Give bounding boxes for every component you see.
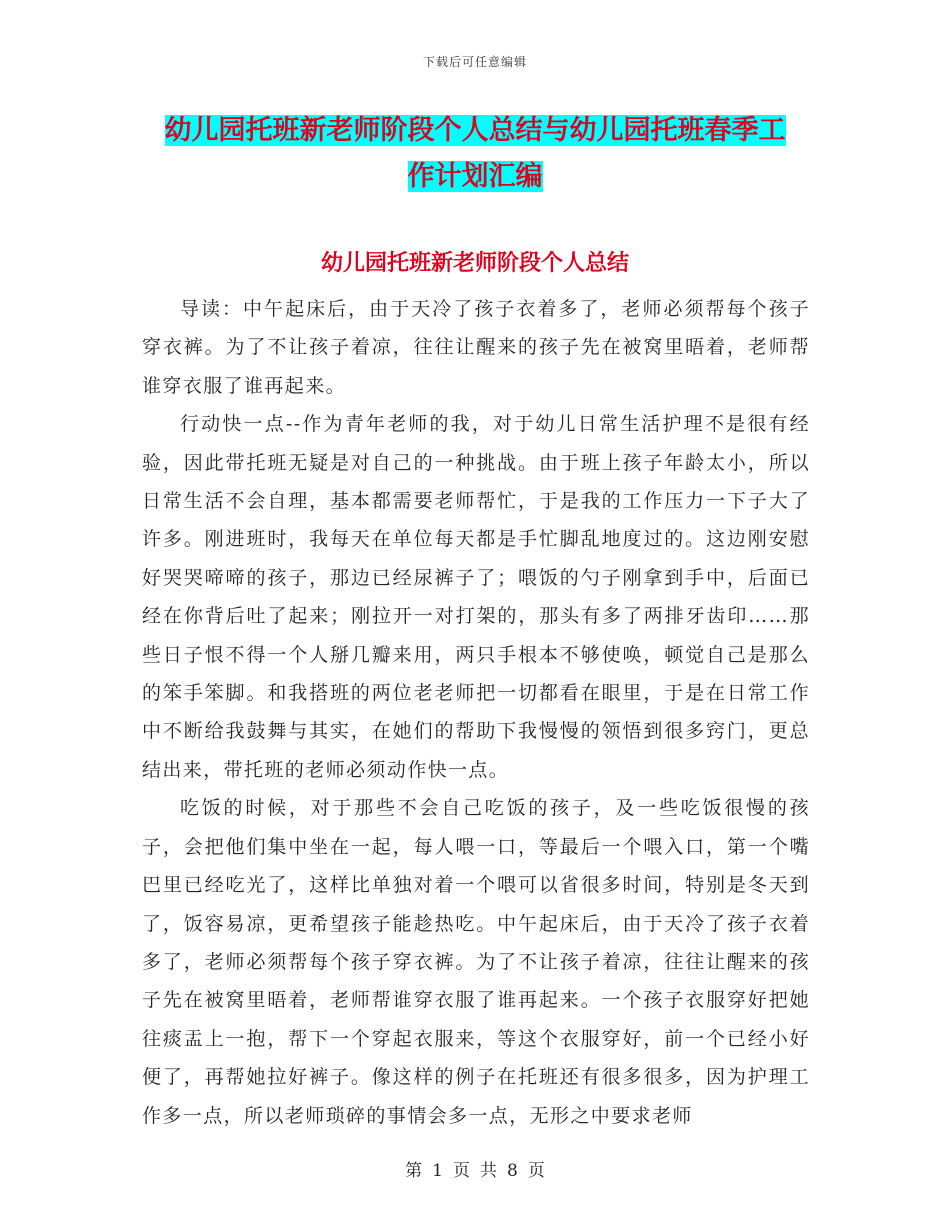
page-header-note: 下载后可任意编辑 [422, 55, 527, 69]
paragraph-act-fast: 行动快一点--作为青年老师的我，对于幼儿日常生活护理不是很有经验，因此带托班无疑是对自己的一种挑战。由于班上孩子年龄太小，所以日常生活不会自理，基本都需要老师帮忙，于是我的工作压力一下子大了许多。刚进班时，我每天在单位每天都是手忙脚乱地度过的。这边刚安慰好哭哭啼啼的孩子，那边已经尿裤子了；喂饭的勺子刚拿到手中，后面已经在你背后吐了起来；刚拉开一对打架的，那头有多了两排牙齿印……那些日子恨不得一个人掰几瓣来用，两只手根本不够使唤，顿觉自己是那么的笨手笨脚。和我搭班的两位老老师把一切都看在眼里，于是在日常工作中不断给我鼓舞与其实，在她们的帮助下我慢慢的领悟到很多窍门，更总结出来，带托班的老师必须动作快一点。 [142, 413, 810, 781]
section-title: 幼儿园托班新老师阶段个人总结 [320, 251, 629, 276]
document-title-line2: 作计划汇编 [407, 161, 543, 192]
footer-label-unit-2: 页 [527, 1161, 545, 1181]
footer-page-number: 1 [432, 1161, 443, 1181]
footer-total-pages: 8 [507, 1161, 518, 1181]
footer-label-page: 第 [405, 1161, 423, 1181]
footer-label-unit: 页 [453, 1161, 470, 1181]
document-title-line1: 幼儿园托班新老师阶段个人总结与幼儿园托班春季工 [164, 115, 786, 146]
footer-label-total: 共 [480, 1161, 497, 1181]
document-title [140, 108, 810, 200]
page-footer [0, 1156, 950, 1181]
paragraph-mealtime: 吃饭的时候，对于那些不会自己吃饭的孩子，及一些吃饭很慢的孩子，会把他们集中坐在一起，每人喂一口，等最后一个喂入口，第一个嘴巴里已经吃光了，这样比单独对着一个喂可以省很多时间，特别是冬天到了，饭容易凉，更希望孩子能趁热吃。中午起床后，由于天冷了孩子衣着多了，老师必须帮每个孩子穿衣裤。为了不让孩子着凉，往往让醒来的孩子先在被窝里晤着，老师帮谁穿衣服了谁再起来。一个孩子衣服穿好把她往痰盂上一抱，帮下一个穿起衣服来，等这个衣服穿好，前一个已经小好便了，再帮她拉好裤子。像这样的例子在托班还有很多很多，因为护理工作多一点，所以老师琐碎的事情会多一点，无形之中要求老师 [142, 797, 810, 1127]
document-body [142, 290, 810, 1135]
paragraph-intro: 导读：中午起床后，由于天冷了孩子衣着多了，老师必须帮每个孩子穿衣裤。为了不让孩子着凉，往往让醒来的孩子先在被窝里晤着，老师帮谁穿衣服了谁再起来。 [142, 298, 810, 397]
